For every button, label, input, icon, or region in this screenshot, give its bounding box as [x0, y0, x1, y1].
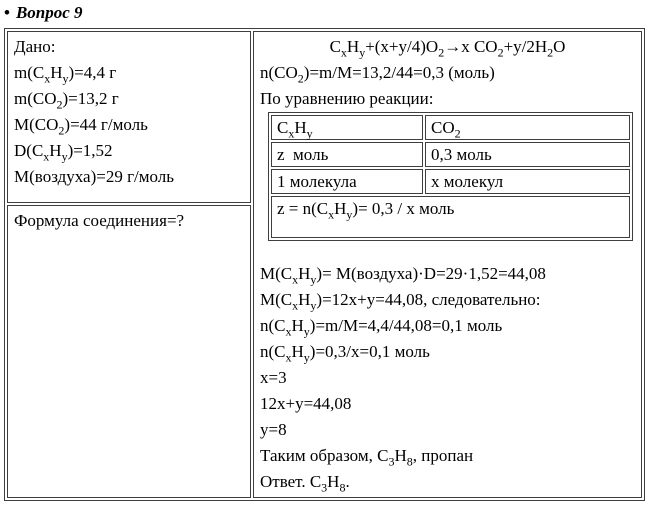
solution-cell: [253, 31, 642, 498]
n-co2-line: $n(CO_2)=m/M=13,2/44=0,3$ (моль): [260, 63, 495, 86]
table-footer-cell: $z = n(C_xH_y)= 0,3 / x$ моль: [271, 196, 630, 238]
table-cell: 1 молекула: [271, 169, 423, 194]
given-cell: [7, 31, 251, 203]
solution-step: Таким образом, $C_3H_8$, пропан: [260, 446, 474, 469]
solution-step: y=8: [260, 420, 287, 439]
table-cell: x молекул: [425, 169, 630, 194]
spacer: [260, 241, 635, 261]
table-cell: z моль: [271, 142, 423, 167]
table-row: [271, 169, 630, 194]
table-row: [271, 142, 630, 167]
question-line: Формула соединения=?: [14, 211, 185, 230]
answer-line: Ответ. $C_3H_8$.: [260, 472, 350, 495]
solution-step: $M(C_xH_y)=$ M(воздуха)·D=29·1,52=44,08: [260, 264, 546, 287]
given-line: $m(CO_2)=13,2$ г: [14, 89, 119, 112]
given-label: Дано:: [14, 37, 56, 56]
given-line: $m(C_xH_y)=4,4$ г: [14, 63, 117, 86]
page-title: [0, 0, 650, 28]
mole-ratio-table: [268, 112, 633, 241]
question-cell: [7, 205, 251, 498]
table-row: [271, 115, 630, 140]
bullet-icon: •: [4, 3, 10, 22]
solution-step: $n(C_xH_y)=m/M=4,4/44,08=0,1$ моль: [260, 316, 503, 339]
given-line: M(воздуха)=29 г/моль: [14, 167, 175, 186]
problem-table: [4, 28, 645, 501]
table-row: [271, 196, 630, 238]
solution-step: $n(C_xH_y)=0,3/x=0,1$ моль: [260, 342, 430, 365]
reaction-equation: $C_xH_y+(x+y/4)O_2\to x$ $CO_2+y/2H_2O$: [329, 37, 566, 60]
given-line: $D(C_xH_y)=1,52$: [14, 141, 113, 164]
solution-step: $M(C_xH_y)=12x+y=44,08$, следовательно:: [260, 290, 541, 313]
table-header-cell: $C_xH_y$: [271, 115, 423, 140]
page-title-text: Вопрос 9: [15, 3, 83, 22]
table-header-cell: $CO_2$: [425, 115, 630, 140]
solution-step: x=3: [260, 368, 287, 387]
table-cell: 0,3 моль: [425, 142, 630, 167]
given-line: $M(CO_2)=44$ г/моль: [14, 115, 148, 138]
by-equation-line: По уравнению реакции:: [260, 89, 434, 108]
solution-step: 12x+y=44,08: [260, 394, 352, 413]
solution-steps: [260, 261, 635, 495]
